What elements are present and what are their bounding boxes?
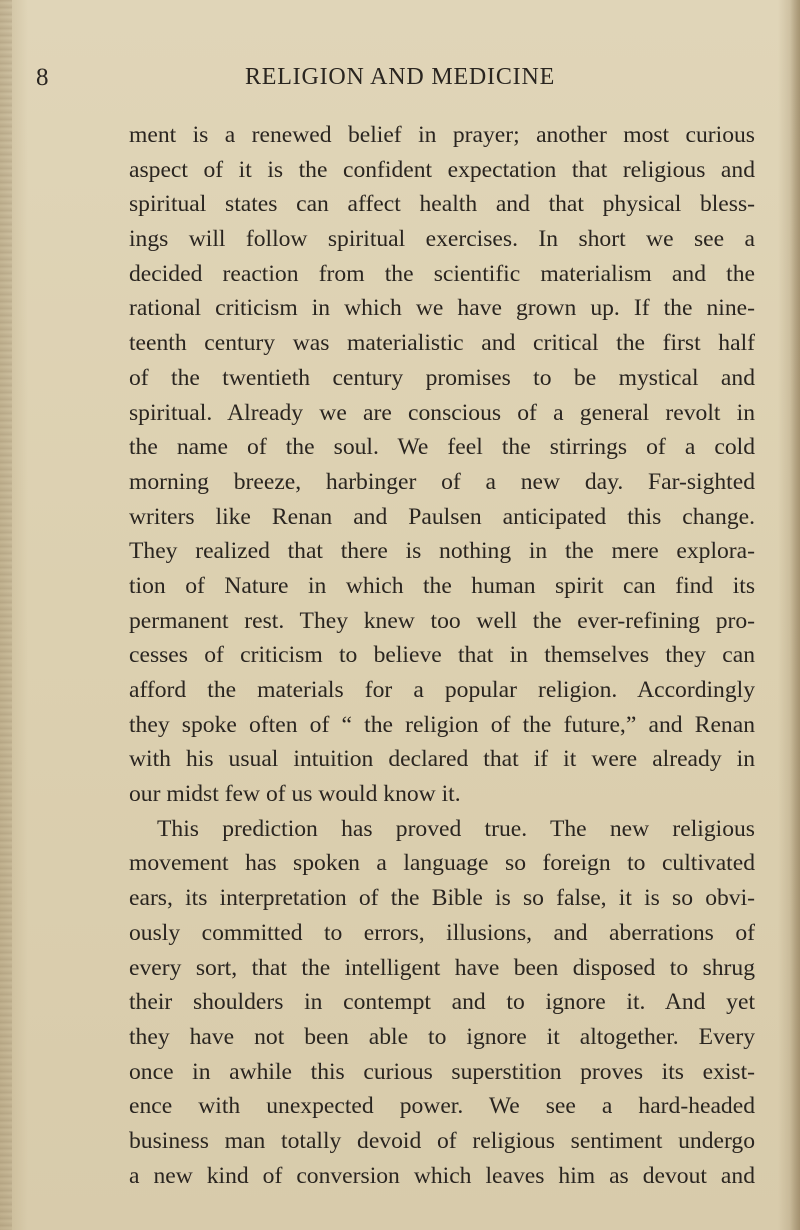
text-line: with his usual intuition declared that if it were already in	[129, 746, 755, 773]
text-line: ence with unexpected power. We see a hard-headed	[129, 1093, 755, 1120]
text-line: decided reaction from the scientific materialism and the	[129, 260, 755, 287]
text-line: This prediction has proved true. The new religious	[157, 815, 755, 842]
text-line: morning breeze, harbinger of a new day. Far-sighted	[129, 468, 755, 495]
text-line: ously committed to errors, illusions, and aberrations of	[129, 919, 755, 946]
text-line: ment is a renewed belief in prayer; another most curious	[129, 122, 755, 148]
text-line: our midst few of us would know it.	[129, 781, 461, 808]
text-line: They realized that there is nothing in the mere explora-	[129, 538, 755, 565]
text-line: aspect of it is the confident expectation that religious and	[129, 156, 755, 183]
text-line: of the twentieth century promises to be mystical and	[129, 364, 755, 391]
text-line: spiritual. Already we are conscious of a general revolt in	[129, 399, 755, 426]
text-line: every sort, that the intelligent have been disposed to shrug	[129, 954, 755, 981]
text-line: ears, its interpretation of the Bible is so false, it is so obvi-	[129, 885, 755, 912]
text-line: writers like Renan and Paulsen anticipated this change.	[129, 503, 755, 530]
text-line: their shoulders in contempt and to ignore it. And yet	[129, 989, 755, 1016]
text-line: spiritual states can affect health and that physical bless-	[129, 191, 755, 218]
text-line: movement has spoken a language so foreign to cultivated	[129, 850, 755, 877]
running-head	[30, 64, 770, 104]
text-line: tion of Nature in which the human spirit can find its	[129, 572, 755, 599]
body-text	[129, 118, 755, 1193]
text-line: once in awhile this curious superstition proves its exist-	[129, 1058, 755, 1085]
text-line: they have not been able to ignore it altogether. Every	[129, 1023, 755, 1050]
running-title: RELIGION AND MEDICINE	[244, 64, 556, 90]
page-right-edge	[790, 0, 800, 1230]
text-line: they spoke often of “ the religion of the future,” and Renan	[129, 711, 755, 738]
page-left-edge	[0, 0, 12, 1230]
page-number: 8	[36, 64, 49, 91]
text-line: cesses of criticism to believe that in themselves they can	[129, 642, 755, 669]
text-line: the name of the soul. We feel the stirrings of a cold	[129, 434, 755, 461]
text-line: teenth century was materialistic and critical the first half	[129, 330, 755, 357]
text-line: permanent rest. They knew too well the ever-refining pro-	[129, 607, 755, 634]
text-line: rational criticism in which we have grown up. If the nine-	[129, 295, 755, 322]
text-line: ings will follow spiritual exercises. In short we see a	[129, 226, 755, 253]
text-line: afford the materials for a popular religion. Accordingly	[129, 677, 755, 703]
text-line: business man totally devoid of religious sentiment undergo	[129, 1127, 755, 1154]
text-line: a new kind of conversion which leaves him as devout and	[129, 1162, 755, 1189]
